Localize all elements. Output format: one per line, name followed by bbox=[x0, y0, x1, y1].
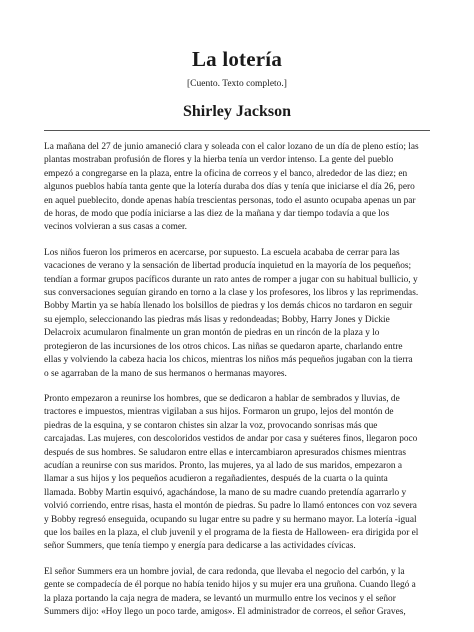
story-paragraph bbox=[44, 566, 430, 620]
paragraph-line: vecinos volvieran a sus casas a comer. bbox=[44, 222, 187, 233]
paragraph-line: Bobby Martin ya se había llenado los bolsillos de piedras y los demás chicos no tardaron en seguir bbox=[44, 301, 413, 312]
paragraph-line: El señor Summers era un hombre jovial, de cara redonda, que llevaba el negocio del carbón, y la bbox=[44, 566, 405, 577]
title-divider bbox=[44, 130, 430, 131]
paragraph-line: de horas, de modo que podía iniciarse a las diez de la mañana y dar tiempo todavía a que los bbox=[44, 209, 390, 220]
paragraph-line: empezó a congregarse en la plaza, entre la oficina de correos y el banco, alrededor de las diez; en bbox=[44, 168, 408, 179]
paragraph-line: y Bobby regresó enseguida, ocupando su lugar entre su padre y su hermano mayor. La lotería -igual bbox=[44, 514, 417, 525]
paragraph-line: o se agarraban de la mano de sus hermanos o hermanas mayores. bbox=[44, 368, 287, 379]
story-paragraph bbox=[44, 141, 430, 235]
paragraph-line: Summers dijo: «Hoy llego un poco tarde, amigos». El administrador de correos, el señor Graves, bbox=[44, 607, 406, 617]
paragraph-line: Delacroix acumularon finalmente un gran montón de piedras en un rincón de la plaza y lo bbox=[44, 328, 380, 339]
paragraph-line: acudían a reunirse con sus maridos. Pronto, las mujeres, ya al lado de sus maridos, empezaron a bbox=[44, 460, 403, 471]
paragraph-line: llamar a sus hijos y los pequeños acudieron a regañadientes, después de la cuarta o la quinta bbox=[44, 474, 388, 485]
paragraph-line: protegieron de las incursiones de los otros chicos. Las niñas se quedaron aparte, charlando entre bbox=[44, 341, 403, 352]
paragraph-line: sus conversaciones seguían girando en torno a la clase y los profesores, los libros y las reprimendas. bbox=[44, 288, 419, 299]
paragraph-line: su ejemplo, seleccionando las piedras más lisas y redondeadas; Bobby, Harry Jones y Dickie bbox=[44, 314, 390, 325]
paragraph-line: que los bailes en la plaza, el club juvenil y el programa de la fiesta de Halloween- era dirigida por el bbox=[44, 527, 419, 538]
paragraph-line: Los niños fueron los primeros en acercarse, por supuesto. La escuela acababa de cerrar para las bbox=[44, 247, 400, 258]
paragraph-line: tractores e impuestos, mientras vigilaban a sus hijos. Formaron un grupo, lejos del montón de bbox=[44, 407, 394, 418]
paragraph-line: en aquel pueblecito, donde apenas había trescientas personas, todo el asunto ocupaba apenas un par bbox=[44, 195, 416, 206]
paragraph-line: piedras de la esquina, y se contaron chistes sin alzar la voz, provocando sonrisas más que bbox=[44, 420, 378, 431]
paragraph-line: volvió corriendo, entre risas, hasta el montón de piedras. Su padre lo llamó entonces con voz severa bbox=[44, 501, 417, 512]
paragraph-line: llamada. Bobby Martin esquivó, agachándose, la mano de su madre cuando pretendía agarrarlo y bbox=[44, 487, 407, 498]
paragraph-line: carcajadas. Las mujeres, con descoloridos vestidos de andar por casa y suéteres finos, llegaron poco bbox=[44, 434, 418, 445]
document-author: Shirley Jackson bbox=[182, 103, 291, 120]
paragraph-line: La mañana del 27 de junio amaneció clara y soleada con el calor lozano de un día de pleno estío; las bbox=[44, 142, 419, 152]
document-page bbox=[44, 36, 430, 631]
document-subtitle: [Cuento. Texto completo.] bbox=[187, 79, 287, 89]
paragraph-line: ellas y volviendo la cabeza hacia los chicos, mientras los niños más pequeños jugaban con la tierra bbox=[44, 355, 413, 366]
paragraph-line: Pronto empezaron a reunirse los hombres, que se dedicaron a hablar de sembrados y lluvias, de bbox=[44, 393, 400, 404]
story-paragraph bbox=[44, 393, 430, 554]
paragraph-line: la plaza portando la caja negra de madera, se levantó un murmullo entre los vecinos y el señor bbox=[44, 593, 396, 604]
document-title: La lotería bbox=[191, 47, 283, 71]
paragraph-line: tendían a formar grupos pacíficos durante un rato antes de romper a jugar con su habitual bullicio, y bbox=[44, 274, 418, 285]
paragraph-line: plantas mostraban profusión de flores y la hierba tenía un verdor intenso. La gente del pueblo bbox=[44, 155, 394, 166]
paragraph-line: señor Summers, que tenía tiempo y energía para dedicarse a las actividades cívicas. bbox=[44, 541, 356, 552]
story-body bbox=[44, 141, 430, 619]
story-paragraph bbox=[44, 247, 430, 381]
paragraph-line: después de sus hombres. Se saludaron entre ellas e intercambiaron apresurados chismes mientras bbox=[44, 447, 406, 458]
paragraph-line: vacaciones de verano y la sensación de libertad producía inquietud en la mayoría de los pequeños; bbox=[44, 261, 412, 272]
paragraph-line: algunos pueblos había tanta gente que la lotería duraba dos días y tenía que iniciarse el día 26, pero bbox=[44, 182, 415, 193]
paragraph-line: gente se compadecía de él porque no había tenido hijos y su mujer era una gruñona. Cuando llegó a bbox=[44, 580, 416, 591]
